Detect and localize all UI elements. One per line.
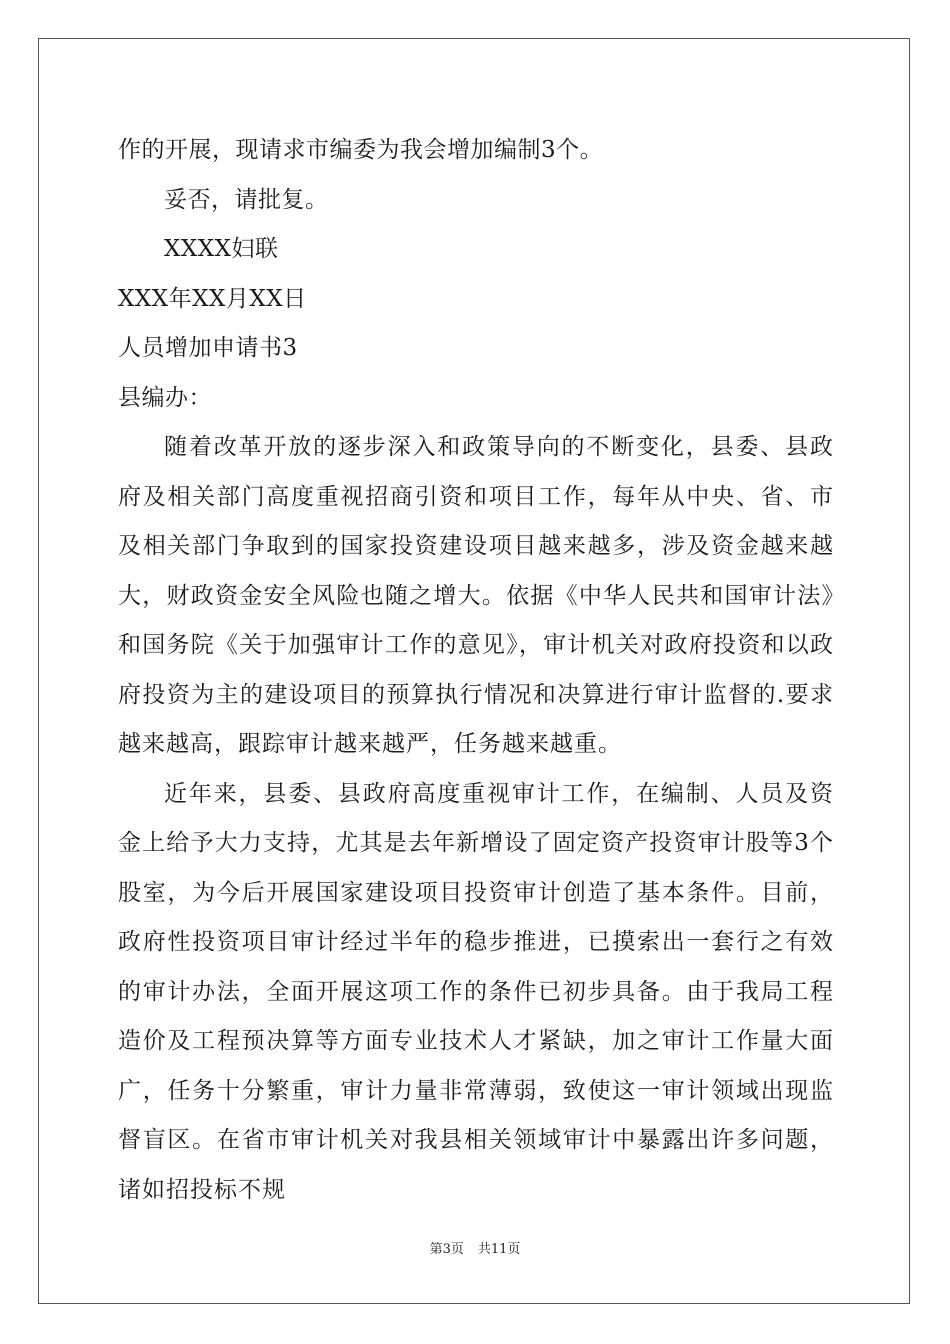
body-paragraph-1: 随着改革开放的逐步深入和政策导向的不断变化，县委、县政府及相关部门高度重视招商引资和项目工作，每年从中央、省、市及相关部门争取到的国家投资建设项目越来越多，涉及资金越来越大，财政资金安全风险也随之增大。依据《中华人民共和国审计法》和国务院《关于加强审计工作的意见》，审计机关对政府投资和以政府投资为主的建设项目的预算执行情况和决算进行审计监督的.要求越来越高，跟踪审计越来越严，任务越来越重。 — [118, 434, 834, 757]
section-title: 人员增加申请书3 — [118, 335, 298, 361]
signature-organization: XXXX妇联 — [164, 236, 279, 262]
text-line-request: 妥否，请批复。 — [164, 186, 329, 213]
text-line-continuation: 作的开展，现请求市编委为我会增加编制3个。 — [118, 137, 604, 163]
page-number: 第3页 — [429, 1242, 464, 1257]
page-footer — [0, 1238, 950, 1257]
body-paragraph-2: 近年来，县委、县政府高度重视审计工作，在编制、人员及资金上给予大力支持，尤其是去年新增设了固定资产投资审计股等3个股室，为今后开展国家建设项目投资审计创造了基本条件。目前，政府性投资项目审计经过半年的稳步推进，已摸索出一套行之有效的审计办法，全面开展这项工作的条件已初步具备。由于我局工程造价及工程预决算等方面专业技术人才紧缺，加之审计工作量大面广，任务十分繁重，审计力量非常薄弱，致使这一审计领域出现监督盲区。在省市审计机关对我县相关领域审计中暴露出许多问题，诸如招投标不规 — [118, 780, 834, 1203]
addressee: 县编办： — [118, 384, 212, 411]
page-total: 共11页 — [477, 1242, 521, 1257]
signature-date: XXX年XX月XX日 — [118, 285, 307, 312]
document-body — [118, 126, 834, 1215]
